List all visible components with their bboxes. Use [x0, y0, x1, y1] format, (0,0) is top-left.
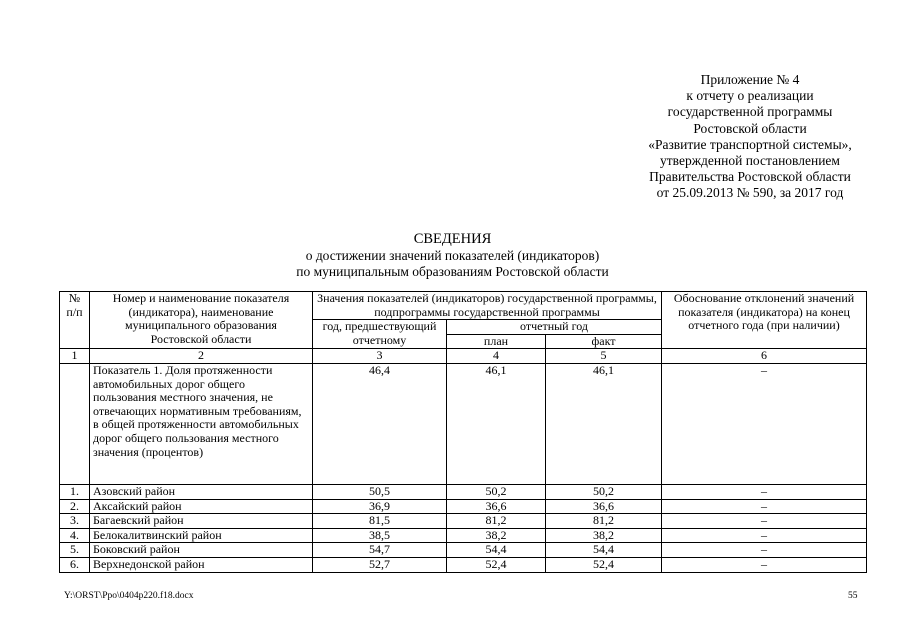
numbering-cell: 3 — [313, 349, 447, 364]
numbering-row — [60, 349, 867, 364]
district-rows — [60, 484, 867, 572]
appendix-block — [560, 72, 905, 202]
table-row — [60, 543, 867, 558]
appendix-line: Ростовской области — [693, 120, 807, 136]
indicator-number — [60, 363, 90, 484]
indicator-row — [60, 363, 867, 484]
table-row — [60, 499, 867, 514]
table-row — [60, 514, 867, 529]
header-indicator-name: Номер и наименование показателя (индикатора), наименование муниципального образования Ростовской области — [90, 292, 313, 349]
row-number: 2. — [60, 499, 90, 514]
row-number: 5. — [60, 543, 90, 558]
row-fact-value: 81,2 — [546, 514, 662, 529]
appendix-line: утвержденной постановлением — [660, 153, 840, 169]
header-values: Значения показателей (индикаторов) государственной программы, подпрограммы государственной программы — [313, 292, 662, 320]
header-reason: Обоснование отклонений значений показателя (индикатора) на конец отчетного года (при наличии) — [662, 292, 867, 349]
row-district-name: Верхнедонской район — [90, 557, 313, 572]
table-row — [60, 528, 867, 543]
row-number: 1. — [60, 484, 90, 499]
footer-file-path: Y:\ORST\Ppo\0404p220.f18.docx — [64, 591, 194, 601]
indicator-name: Показатель 1. Доля протяженности автомобильных дорог общего пользования местного значения, не отвечающих нормативным требованиям, в общей протяженности автомобильных дорог общего пользования местного значения (процентов) — [90, 363, 313, 484]
row-plan-value: 52,4 — [447, 557, 546, 572]
numbering-cell: 5 — [546, 349, 662, 364]
row-plan-value: 36,6 — [447, 499, 546, 514]
row-fact-value: 36,6 — [546, 499, 662, 514]
indicators-table — [59, 291, 867, 573]
row-reason: – — [662, 484, 867, 499]
row-number: 6. — [60, 557, 90, 572]
header-plan: план — [447, 334, 546, 349]
row-fact-value: 54,4 — [546, 543, 662, 558]
row-number: 4. — [60, 528, 90, 543]
row-fact-value: 38,2 — [546, 528, 662, 543]
row-reason: – — [662, 528, 867, 543]
appendix-line: к отчету о реализации — [686, 88, 814, 104]
indicator-fact: 46,1 — [546, 363, 662, 484]
numbering-cell: 1 — [60, 349, 90, 364]
row-prev-value: 36,9 — [313, 499, 447, 514]
row-district-name: Багаевский район — [90, 514, 313, 529]
appendix-line: государственной программы — [667, 104, 833, 120]
appendix-line: «Развитие транспортной системы», — [648, 136, 852, 152]
row-plan-value: 38,2 — [447, 528, 546, 543]
row-plan-value: 54,4 — [447, 543, 546, 558]
row-district-name: Боковский район — [90, 543, 313, 558]
header-prev-year: год, предшествующий отчетному — [313, 320, 447, 349]
row-reason: – — [662, 514, 867, 529]
appendix-line: Правительства Ростовской области — [649, 169, 851, 185]
header-fact: факт — [546, 334, 662, 349]
document-subtitle-1: о достижении значений показателей (индикаторов) — [305, 248, 600, 263]
indicator-reason: – — [662, 363, 867, 484]
row-district-name: Белокалитвинский район — [90, 528, 313, 543]
document-heading — [0, 231, 905, 279]
row-reason: – — [662, 557, 867, 572]
row-number: 3. — [60, 514, 90, 529]
row-fact-value: 50,2 — [546, 484, 662, 499]
row-fact-value: 52,4 — [546, 557, 662, 572]
row-prev-value: 50,5 — [313, 484, 447, 499]
row-prev-value: 52,7 — [313, 557, 447, 572]
row-prev-value: 54,7 — [313, 543, 447, 558]
document-subtitle-2: по муниципальным образованиям Ростовской области — [296, 263, 609, 279]
indicator-plan: 46,1 — [447, 363, 546, 484]
row-reason: – — [662, 543, 867, 558]
appendix-line: Приложение № 4 — [700, 72, 800, 87]
table-row — [60, 484, 867, 499]
row-prev-value: 38,5 — [313, 528, 447, 543]
document-title: СВЕДЕНИЯ — [413, 231, 492, 247]
numbering-cell: 6 — [662, 349, 867, 364]
appendix-line: от 25.09.2013 № 590, за 2017 год — [656, 185, 844, 201]
row-prev-value: 81,5 — [313, 514, 447, 529]
table-row — [60, 557, 867, 572]
row-district-name: Аксайский район — [90, 499, 313, 514]
numbering-cell: 4 — [447, 349, 546, 364]
row-plan-value: 50,2 — [447, 484, 546, 499]
header-report-year: отчетный год — [447, 320, 662, 335]
footer-page-number: 55 — [848, 591, 858, 601]
row-district-name: Азовский район — [90, 484, 313, 499]
indicator-prev: 46,4 — [313, 363, 447, 484]
row-plan-value: 81,2 — [447, 514, 546, 529]
numbering-cell: 2 — [90, 349, 313, 364]
header-number: № п/п — [60, 292, 90, 349]
row-reason: – — [662, 499, 867, 514]
